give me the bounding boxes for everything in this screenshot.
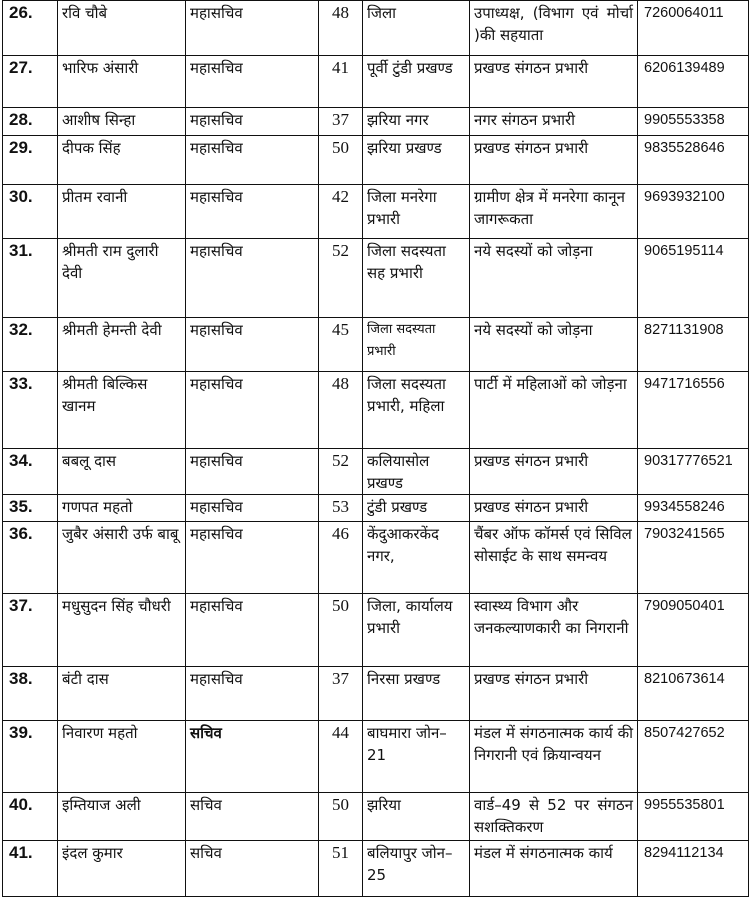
member-age: 45 bbox=[319, 318, 363, 372]
serial-number: 34. bbox=[3, 449, 58, 495]
table-row bbox=[3, 372, 749, 449]
member-age: 51 bbox=[319, 841, 363, 897]
member-post: महासचिव bbox=[186, 136, 319, 185]
member-age: 48 bbox=[319, 1, 363, 56]
member-name: इम्तियाज अली bbox=[58, 793, 186, 841]
member-phone: 8294112134 bbox=[638, 841, 749, 897]
member-name: प्रीतम रवानी bbox=[58, 185, 186, 239]
member-responsibility: प्रखण्ड संगठन प्रभारी bbox=[470, 136, 638, 185]
serial-number: 32. bbox=[3, 318, 58, 372]
member-name: रवि चौबे bbox=[58, 1, 186, 56]
member-name: दीपक सिंह bbox=[58, 136, 186, 185]
member-post: महासचिव bbox=[186, 522, 319, 594]
serial-number: 38. bbox=[3, 667, 58, 721]
serial-number: 33. bbox=[3, 372, 58, 449]
member-age: 53 bbox=[319, 495, 363, 522]
member-post: महासचिव bbox=[186, 185, 319, 239]
table-row bbox=[3, 495, 749, 522]
member-name: निवारण महतो bbox=[58, 721, 186, 793]
serial-number: 31. bbox=[3, 239, 58, 318]
serial-number: 27. bbox=[3, 56, 58, 108]
member-area: कलियासोल प्रखण्ड bbox=[363, 449, 470, 495]
member-age: 37 bbox=[319, 108, 363, 136]
member-name: जुबैर अंसारी उर्फ बाबू bbox=[58, 522, 186, 594]
table-row bbox=[3, 1, 749, 56]
member-responsibility: मंडल में संगठनात्मक कार्य की निगरानी एवं क्रियान्वयन bbox=[470, 721, 638, 793]
member-age: 46 bbox=[319, 522, 363, 594]
member-age: 50 bbox=[319, 136, 363, 185]
member-age: 52 bbox=[319, 449, 363, 495]
member-area: जिला सदस्यता प्रभारी, महिला bbox=[363, 372, 470, 449]
member-responsibility: ग्रामीण क्षेत्र में मनरेगा कानून जागरूकता bbox=[470, 185, 638, 239]
member-name: मधुसुदन सिंह चौधरी bbox=[58, 594, 186, 667]
member-name: श्रीमती हेमन्ती देवी bbox=[58, 318, 186, 372]
member-post: महासचिव bbox=[186, 239, 319, 318]
member-phone: 6206139489 bbox=[638, 56, 749, 108]
member-responsibility: स्वास्थ्य विभाग और जनकल्याणकारी का निगरानी bbox=[470, 594, 638, 667]
member-responsibility: उपाध्यक्ष, (विभाग एवं मोर्चा )की सहयाता bbox=[470, 1, 638, 56]
member-area: जिला, कार्यालय प्रभारी bbox=[363, 594, 470, 667]
member-name: आशीष सिन्हा bbox=[58, 108, 186, 136]
member-age: 50 bbox=[319, 793, 363, 841]
member-post: सचिव bbox=[186, 793, 319, 841]
table-row bbox=[3, 594, 749, 667]
serial-number: 40. bbox=[3, 793, 58, 841]
member-responsibility: प्रखण्ड संगठन प्रभारी bbox=[470, 56, 638, 108]
member-age: 42 bbox=[319, 185, 363, 239]
member-age: 41 bbox=[319, 56, 363, 108]
member-age: 50 bbox=[319, 594, 363, 667]
member-age: 52 bbox=[319, 239, 363, 318]
member-phone: 8271131908 bbox=[638, 318, 749, 372]
member-phone: 9065195114 bbox=[638, 239, 749, 318]
member-responsibility: प्रखण्ड संगठन प्रभारी bbox=[470, 449, 638, 495]
table-row bbox=[3, 56, 749, 108]
member-responsibility: प्रखण्ड संगठन प्रभारी bbox=[470, 495, 638, 522]
member-area: झरिया नगर bbox=[363, 108, 470, 136]
member-area: जिला मनरेगा प्रभारी bbox=[363, 185, 470, 239]
serial-number: 26. bbox=[3, 1, 58, 56]
member-post: महासचिव bbox=[186, 1, 319, 56]
member-area: जिला सदस्यता सह प्रभारी bbox=[363, 239, 470, 318]
member-area: टुंडी प्रखण्ड bbox=[363, 495, 470, 522]
member-area: केंदुआकरकेंद नगर, bbox=[363, 522, 470, 594]
member-area: पूर्वी टुंडी प्रखण्ड bbox=[363, 56, 470, 108]
member-area: जिला bbox=[363, 1, 470, 56]
serial-number: 35. bbox=[3, 495, 58, 522]
member-responsibility: पार्टी में महिलाओं को जोड़ना bbox=[470, 372, 638, 449]
member-name: श्रीमती राम दुलारी देवी bbox=[58, 239, 186, 318]
member-area: निरसा प्रखण्ड bbox=[363, 667, 470, 721]
member-area: झरिया bbox=[363, 793, 470, 841]
member-post: महासचिव bbox=[186, 449, 319, 495]
member-name: श्रीमती बिल्किस खानम bbox=[58, 372, 186, 449]
member-age: 48 bbox=[319, 372, 363, 449]
member-area: झरिया प्रखण्ड bbox=[363, 136, 470, 185]
member-responsibility: मंडल में संगठनात्मक कार्य bbox=[470, 841, 638, 897]
member-phone: 7909050401 bbox=[638, 594, 749, 667]
table-row bbox=[3, 841, 749, 897]
member-name: बबलू दास bbox=[58, 449, 186, 495]
member-area: बलियापुर जोन–25 bbox=[363, 841, 470, 897]
member-name: गणपत महतो bbox=[58, 495, 186, 522]
table-row bbox=[3, 136, 749, 185]
member-phone: 7903241565 bbox=[638, 522, 749, 594]
serial-number: 39. bbox=[3, 721, 58, 793]
member-responsibility: नये सदस्यों को जोड़ना bbox=[470, 318, 638, 372]
member-phone: 9905553358 bbox=[638, 108, 749, 136]
member-name: बंटी दास bbox=[58, 667, 186, 721]
member-phone: 8210673614 bbox=[638, 667, 749, 721]
member-phone: 7260064011 bbox=[638, 1, 749, 56]
member-post: महासचिव bbox=[186, 594, 319, 667]
member-post: महासचिव bbox=[186, 372, 319, 449]
member-phone: 9934558246 bbox=[638, 495, 749, 522]
serial-number: 30. bbox=[3, 185, 58, 239]
serial-number: 28. bbox=[3, 108, 58, 136]
table-row bbox=[3, 185, 749, 239]
member-post: महासचिव bbox=[186, 56, 319, 108]
member-phone: 9693932100 bbox=[638, 185, 749, 239]
member-post: सचिव bbox=[186, 721, 319, 793]
serial-number: 37. bbox=[3, 594, 58, 667]
member-post: महासचिव bbox=[186, 667, 319, 721]
table-row bbox=[3, 793, 749, 841]
member-phone: 90317776521 bbox=[638, 449, 749, 495]
table-row bbox=[3, 239, 749, 318]
member-name: भारिफ अंसारी bbox=[58, 56, 186, 108]
table-row bbox=[3, 318, 749, 372]
member-phone: 9835528646 bbox=[638, 136, 749, 185]
member-name: इंदल कुमार bbox=[58, 841, 186, 897]
member-phone: 8507427652 bbox=[638, 721, 749, 793]
member-area: जिला सदस्यता प्रभारी bbox=[363, 318, 470, 372]
member-post: महासचिव bbox=[186, 318, 319, 372]
member-responsibility: नगर संगठन प्रभारी bbox=[470, 108, 638, 136]
member-responsibility: नये सदस्यों को जोड़ना bbox=[470, 239, 638, 318]
serial-number: 36. bbox=[3, 522, 58, 594]
member-post: महासचिव bbox=[186, 495, 319, 522]
member-age: 44 bbox=[319, 721, 363, 793]
serial-number: 29. bbox=[3, 136, 58, 185]
member-responsibility: वार्ड–49 से 52 पर संगठन सशक्तिकरण bbox=[470, 793, 638, 841]
table-row bbox=[3, 667, 749, 721]
table-row bbox=[3, 721, 749, 793]
member-phone: 9471716556 bbox=[638, 372, 749, 449]
member-area: बाघमारा जोन–21 bbox=[363, 721, 470, 793]
member-post: सचिव bbox=[186, 841, 319, 897]
member-responsibility: प्रखण्ड संगठन प्रभारी bbox=[470, 667, 638, 721]
serial-number: 41. bbox=[3, 841, 58, 897]
member-age: 37 bbox=[319, 667, 363, 721]
member-post: महासचिव bbox=[186, 108, 319, 136]
member-phone: 9955535801 bbox=[638, 793, 749, 841]
member-responsibility: चैंबर ऑफ कॉमर्स एवं सिविल सोसाईट के साथ समन्वय bbox=[470, 522, 638, 594]
table-row bbox=[3, 522, 749, 594]
table-row bbox=[3, 449, 749, 495]
table-row bbox=[3, 108, 749, 136]
members-table bbox=[2, 0, 749, 897]
